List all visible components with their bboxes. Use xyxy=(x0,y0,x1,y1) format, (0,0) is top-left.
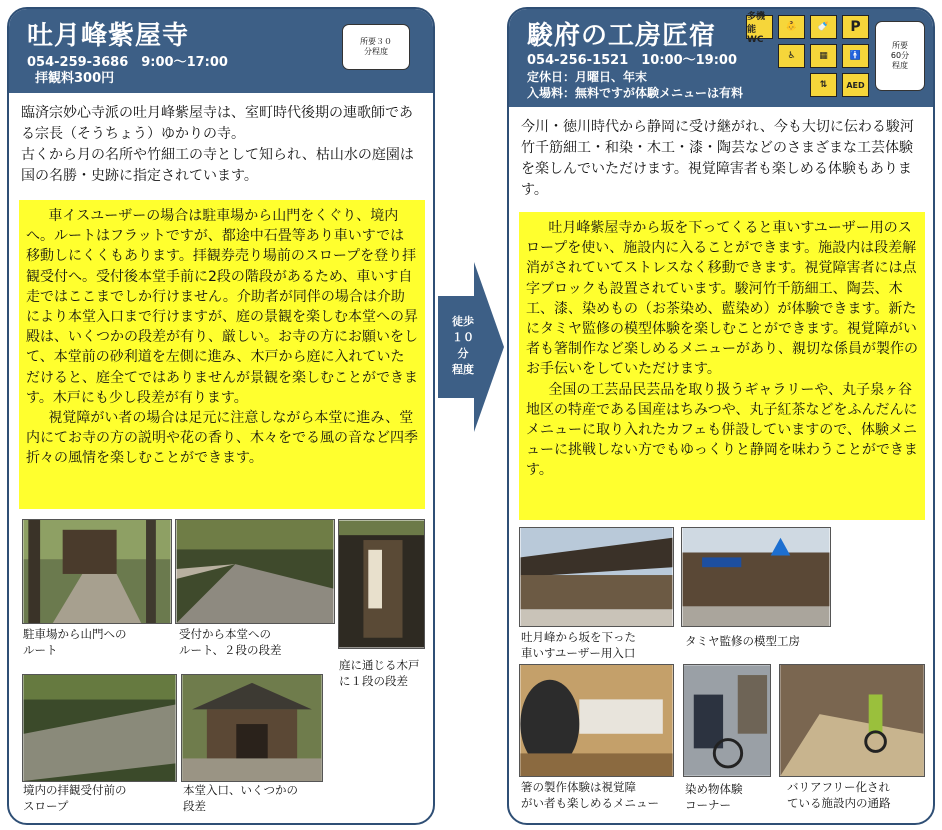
caption-tamiya-workshop: タミヤ監修の模型工房 xyxy=(685,634,800,648)
workshop-phone-hours: 054-256-1521 10:00～19:00 xyxy=(527,53,738,68)
caption-parking-route: 駐車場から山門への ルート xyxy=(23,627,127,657)
caption-chopstick-making: 箸の製作体験は視覚障 がい者も楽しめるメニュー xyxy=(521,780,659,810)
walk-time-label: 徒歩 １０ 分 程度 xyxy=(452,315,474,376)
temple-duration-badge: 所要３０ 分程度 xyxy=(342,24,410,70)
temple-visual-text: 視覚障がい者の場合は足元に注意しながら本堂に進み、堂内にてお寺の方の説明や花の香り、木々をでる風の音など四季折々の風情を楽しむことができます。 xyxy=(26,410,418,467)
workshop-intro xyxy=(521,117,923,201)
photo-barrier-free-path xyxy=(779,664,925,777)
workshop-title: 駿府の工房匠宿 xyxy=(527,21,717,51)
photo-parking-route xyxy=(22,519,172,624)
photo-dyeing-corner xyxy=(683,664,771,777)
workshop-header xyxy=(509,9,933,107)
caption-slope: 境内の拝観受付前の スロープ xyxy=(23,783,127,813)
caption-barrier-free-path: バリアフリー化され ている施設内の通路 xyxy=(787,780,891,810)
workshop-gallery-text: 全国の工芸品民芸品を取り扱うギャラリーや、丸子泉ヶ谷地区の特産である国産はちみつや、丸子紅茶などをふんだんにメニューに取り入れたカフェも併設していますので、体験メニューに挑戦しない方でもゆっくりと静岡を味わうことができます。 xyxy=(526,381,918,479)
temple-wheelchair-text: 車イスユーザーの場合は駐車場から山門をくぐり、境内へ。ルートはフラットですが、都途中石畳等あり車いすでは移動しにくくもあります。拝観券売り場前のスロープを登り拝観受付へ。受付後本堂手前に2段の階段があるため、車いす自走ではここまでしか行けません。介助者が同伴の場合は介助により本堂入口まで行けますが、庭の景観を楽しむ本堂への昇殿は、いくつかの段差が有り、厳しい。お寺の方にお願いをして、本堂前の砂利道を左側に進み、木戸から庭に入れていただけると、庭全てではありませんが景観を楽しむことができます。木戸にも少し段差が有ります。 xyxy=(26,208,418,406)
workshop-fee: 入場料：無料ですが体験メニューは有料 xyxy=(527,86,744,100)
temple-phone-hours: 054-259-3686 9:00～17:00 xyxy=(27,55,228,70)
bottle-icon: 🍼 xyxy=(810,15,837,39)
elevator-icon: ⇅ xyxy=(810,73,837,97)
photo-slope xyxy=(22,674,177,782)
photo-garden-gate xyxy=(338,519,425,649)
photo-chopstick-making xyxy=(519,664,674,777)
workshop-intro-text: 今川・徳川時代から静岡に受け継がれ、今も大切に伝わる駿河竹千筋細工・和染・木工・漆・陶芸などのさまざまな工芸体験を楽しんでいただけます。視覚障害者も楽しめる体験もあります。 xyxy=(521,119,914,198)
braille-icon: ▦ xyxy=(810,44,837,68)
caption-garden-gate: 庭に通じる木戸 に１段の段差 xyxy=(339,658,420,688)
toilet-icon: 🚹 xyxy=(842,44,869,68)
temple-fee: 拝観料300円 xyxy=(35,71,115,86)
photo-reception-route xyxy=(175,519,335,624)
caption-reception-route: 受付から本堂への ルート、２段の段差 xyxy=(179,627,282,657)
baby-icon: 👶 xyxy=(778,15,805,39)
parking-icon: P xyxy=(842,15,869,39)
temple-title: 吐月峰紫屋寺 xyxy=(27,21,190,51)
temple-card xyxy=(7,7,435,825)
workshop-access-text: 吐月峰紫屋寺から坂を下ってくると車いすユーザー用のスロープを使い、施設内に入ることができます。施設内は段差解消がされていてストレスなく移動できます。視覚障害者には点字ブロックも設置されています。駿河竹千筋細工、陶芸、木工、漆、染めもの（お茶染め、藍染め）が体験できます。新たにタミヤ監修の模型体験を楽しむことができます。視覚障がい者も箸制作など楽しめるメニューがあり、親切な係員が製作のお手伝いをしていただけます。 xyxy=(526,220,918,378)
caption-main-hall: 本堂入口、いくつかの 段差 xyxy=(183,783,298,813)
workshop-closed: 定休日：月曜日、年末 xyxy=(527,70,648,84)
workshop-duration-badge: 所要 60分 程度 xyxy=(875,21,925,91)
photo-main-hall xyxy=(181,674,323,782)
aed-icon: AED xyxy=(842,73,869,97)
accessible-wc-icon: 多機能WC xyxy=(746,15,773,39)
caption-wheelchair-entrance: 吐月峰から坂を下った 車いすユーザー用入口 xyxy=(521,630,636,660)
photo-wheelchair-entrance xyxy=(519,527,674,627)
temple-header xyxy=(9,9,433,93)
photo-tamiya-workshop xyxy=(681,527,831,627)
temple-intro xyxy=(21,103,423,187)
workshop-card xyxy=(507,7,935,825)
workshop-accessibility-box xyxy=(519,212,925,520)
temple-intro-text: 臨済宗妙心寺派の吐月峰紫屋寺は、室町時代後期の連歌師である宗長（そうちょう）ゆかりの寺。 古くから月の名所や竹細工の寺として知られ、枯山水の庭園は国の名勝・史跡に指定されています。 xyxy=(21,105,414,184)
temple-accessibility-box xyxy=(19,200,425,509)
caption-dyeing-corner: 染め物体験 コーナー xyxy=(685,782,743,812)
wheelchair-icon: ♿ xyxy=(778,44,805,68)
